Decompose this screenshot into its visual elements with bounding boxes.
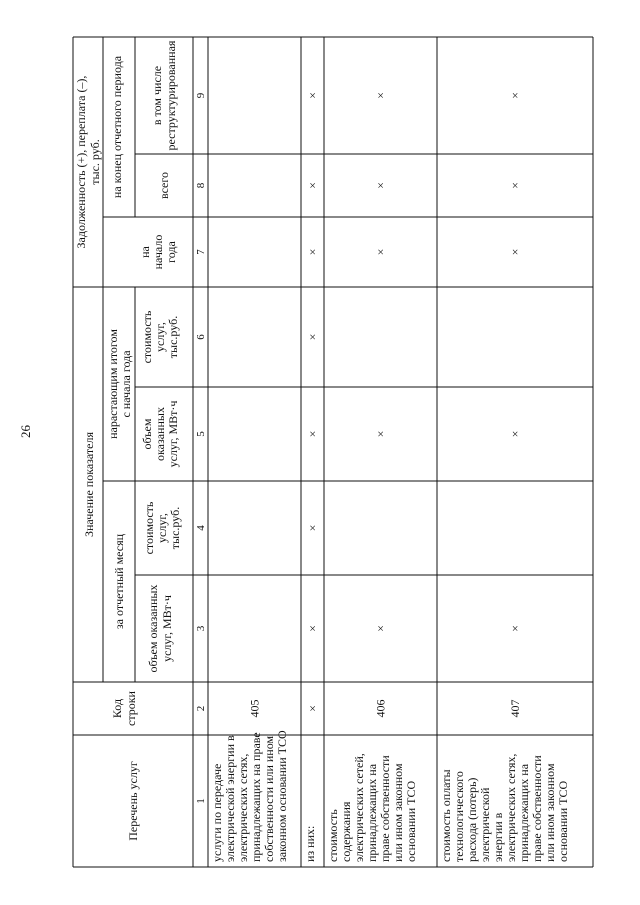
column-number-1-line: 1 (195, 798, 207, 804)
header-cumulative (106, 329, 133, 439)
row-cell-col-7 (306, 249, 320, 256)
header-debt-end-line: на конец отчетного периода (110, 55, 124, 199)
header-cost-cumulative (140, 310, 180, 363)
row-name-line: услуги по передаче (210, 763, 224, 862)
row-code (374, 700, 388, 718)
header-service-list-line: Перечень услуг (126, 761, 140, 841)
row-cell-col-3-line: × (305, 625, 320, 632)
header-debt-line: тыс. руб. (88, 139, 102, 185)
header-debt (74, 76, 102, 249)
row-cell-col-8 (306, 182, 320, 189)
row-cell-col-5 (508, 431, 522, 438)
row-name-line: законном основании ТСО (275, 730, 289, 862)
header-row-code-line: строки (124, 691, 138, 726)
header-row-code (110, 690, 138, 726)
row-cell-col-8-line: × (305, 182, 320, 189)
row-name-line: содержания (339, 801, 353, 862)
column-number-7 (195, 249, 207, 255)
row-cell-col-9-line: × (373, 92, 388, 99)
row-name-line: принадлежащих на (365, 763, 379, 862)
header-volume-cumulative-line: услуг, МВт·ч (166, 400, 180, 468)
row-cell-col-8 (508, 182, 522, 189)
header-cost-month-line: стоимость (142, 501, 156, 555)
header-volume-month-line: объем оказанных (146, 584, 160, 673)
row-name-line: электрических сетях, (504, 753, 518, 862)
row-code-line: 405 (247, 699, 262, 718)
row-cell-col-9-line: × (508, 92, 522, 99)
header-cumulative-line: нарастающим итогом (106, 329, 120, 439)
header-volume-cumulative-line: объем (140, 418, 154, 450)
row-name (439, 754, 570, 862)
header-service-list (126, 761, 140, 841)
header-cost-cumulative-line: услуг, (153, 322, 167, 352)
header-debt-line: Задолженность (+), переплата (–), (74, 75, 88, 249)
row-name-line: электрической энергии в (223, 735, 237, 862)
row-cell-col-3 (508, 625, 522, 632)
column-number-5 (195, 431, 207, 437)
row-cell-col-7-line: × (373, 248, 388, 256)
column-number-7-line: 7 (195, 249, 207, 255)
header-indicator-value (82, 432, 96, 538)
row-name-line: или ином законном (543, 763, 557, 862)
row-cell-col-4 (306, 525, 320, 532)
header-cost-month (142, 501, 182, 554)
row-cell-col-9-line: × (305, 92, 320, 99)
column-number-4-line: 4 (195, 525, 207, 531)
row-name-line: собственности или ином (262, 735, 276, 862)
row-code (248, 700, 262, 718)
header-volume-cumulative (140, 401, 180, 468)
row-code-line: 406 (373, 699, 388, 718)
row-cell-col-7-line: × (508, 248, 522, 256)
header-reporting-month-line: за отчетный месяц (112, 533, 126, 630)
header-debt-start-line: на (138, 246, 152, 258)
header-volume-month-line: услуг, МВт·ч (160, 595, 174, 662)
row-cell-col-5-line: × (305, 430, 320, 438)
header-debt-end (110, 55, 124, 198)
row-name-line: принадлежащих на (517, 763, 531, 862)
row-cell-col-3 (374, 625, 388, 632)
row-cell-col-7-line: × (305, 248, 320, 256)
header-cost-month-line: тыс.руб. (168, 506, 182, 550)
row-cell-col-5 (374, 431, 388, 438)
header-debt-end-total (157, 172, 171, 199)
header-cost-cumulative-line: тыс.руб. (166, 315, 180, 359)
table-labels (74, 40, 570, 862)
row-cell-col-8-line: × (373, 182, 388, 189)
row-cell-col-3 (306, 625, 320, 632)
header-cumulative-line: с начала года (119, 350, 133, 418)
row-name-line: стоимость (326, 809, 340, 862)
row-cell-col-5-line: × (508, 430, 522, 438)
row-code-line: × (305, 705, 320, 712)
row-name-line: или ином законном (391, 763, 405, 862)
row-code (306, 705, 320, 712)
header-debt-start-line: начало (151, 234, 165, 270)
column-number-5-line: 5 (195, 431, 207, 437)
column-number-9-line: 9 (195, 92, 207, 99)
header-debt-end-restructured (150, 40, 178, 150)
row-name-line: основании ТСО (404, 780, 418, 862)
row-cell-col-5-line: × (373, 430, 388, 438)
row-cell-col-5 (306, 431, 320, 438)
header-debt-start-line: года (164, 241, 178, 263)
row-cell-col-7 (508, 249, 522, 256)
row-cell-col-9 (374, 92, 388, 99)
row-cell-col-6 (306, 334, 320, 341)
column-number-3 (195, 625, 207, 631)
row-name-line: стоимость оплаты (439, 769, 453, 862)
row-cell-col-8-line: × (508, 182, 522, 189)
row-name-line: праве собственности (378, 755, 392, 862)
header-reporting-month (112, 533, 126, 629)
header-indicator-value-line: Значение показателя (82, 431, 96, 538)
row-name (210, 730, 289, 862)
row-cell-col-3-line: × (508, 625, 522, 632)
header-debt-end-restructured-line: реструктурированная (164, 40, 178, 151)
row-name-line: электрической (478, 787, 492, 862)
page-number: 26 (18, 425, 33, 438)
header-debt-end-restructured-line: в том числе (150, 65, 164, 126)
column-number-8-line: 8 (195, 182, 207, 189)
row-cell-col-6-line: × (305, 333, 320, 341)
services-table (73, 37, 593, 867)
column-number-1 (195, 798, 207, 804)
row-code (508, 700, 522, 718)
column-number-9 (195, 92, 207, 98)
header-volume-cumulative-line: оказанных (153, 407, 167, 461)
row-name-line: принадлежащих на праве (249, 732, 263, 862)
row-name-line: праве собственности (530, 755, 544, 862)
row-cell-col-3-line: × (373, 625, 388, 632)
rotated-table-container (73, 37, 593, 867)
header-volume-month (146, 585, 174, 673)
header-row-code-line: Код (110, 698, 124, 719)
row-name (326, 753, 418, 862)
row-code-line: 407 (508, 699, 522, 718)
row-cell-col-9 (508, 92, 522, 99)
header-cost-month-line: услуг, (155, 513, 169, 543)
row-name-line: технологического (452, 771, 466, 862)
row-name-line: электрических сетях, (236, 753, 250, 862)
header-debt-end-total-line: всего (157, 171, 171, 200)
column-number-3-line: 3 (195, 625, 207, 632)
row-name-line: расхода (потерь) (465, 777, 479, 862)
row-cell-col-8 (374, 182, 388, 189)
header-cost-cumulative-line: стоимость (140, 310, 154, 364)
column-number-6-line: 6 (195, 334, 207, 340)
row-name-line: из них: (303, 825, 317, 862)
row-name (303, 826, 317, 862)
row-name-line: энергии в (491, 812, 505, 862)
header-debt-start (138, 235, 178, 270)
row-name-line: основании ТСО (556, 780, 570, 862)
column-number-6 (195, 334, 207, 340)
table-grid (73, 37, 593, 867)
row-name-line: электрических сетей, (352, 753, 366, 862)
row-cell-col-9 (306, 92, 320, 99)
row-cell-col-7 (374, 249, 388, 256)
row-cell-col-4-line: × (305, 524, 320, 532)
column-number-8 (195, 182, 207, 188)
column-number-4 (195, 525, 207, 531)
column-number-2-line: 2 (195, 705, 207, 712)
column-number-2 (195, 706, 207, 712)
